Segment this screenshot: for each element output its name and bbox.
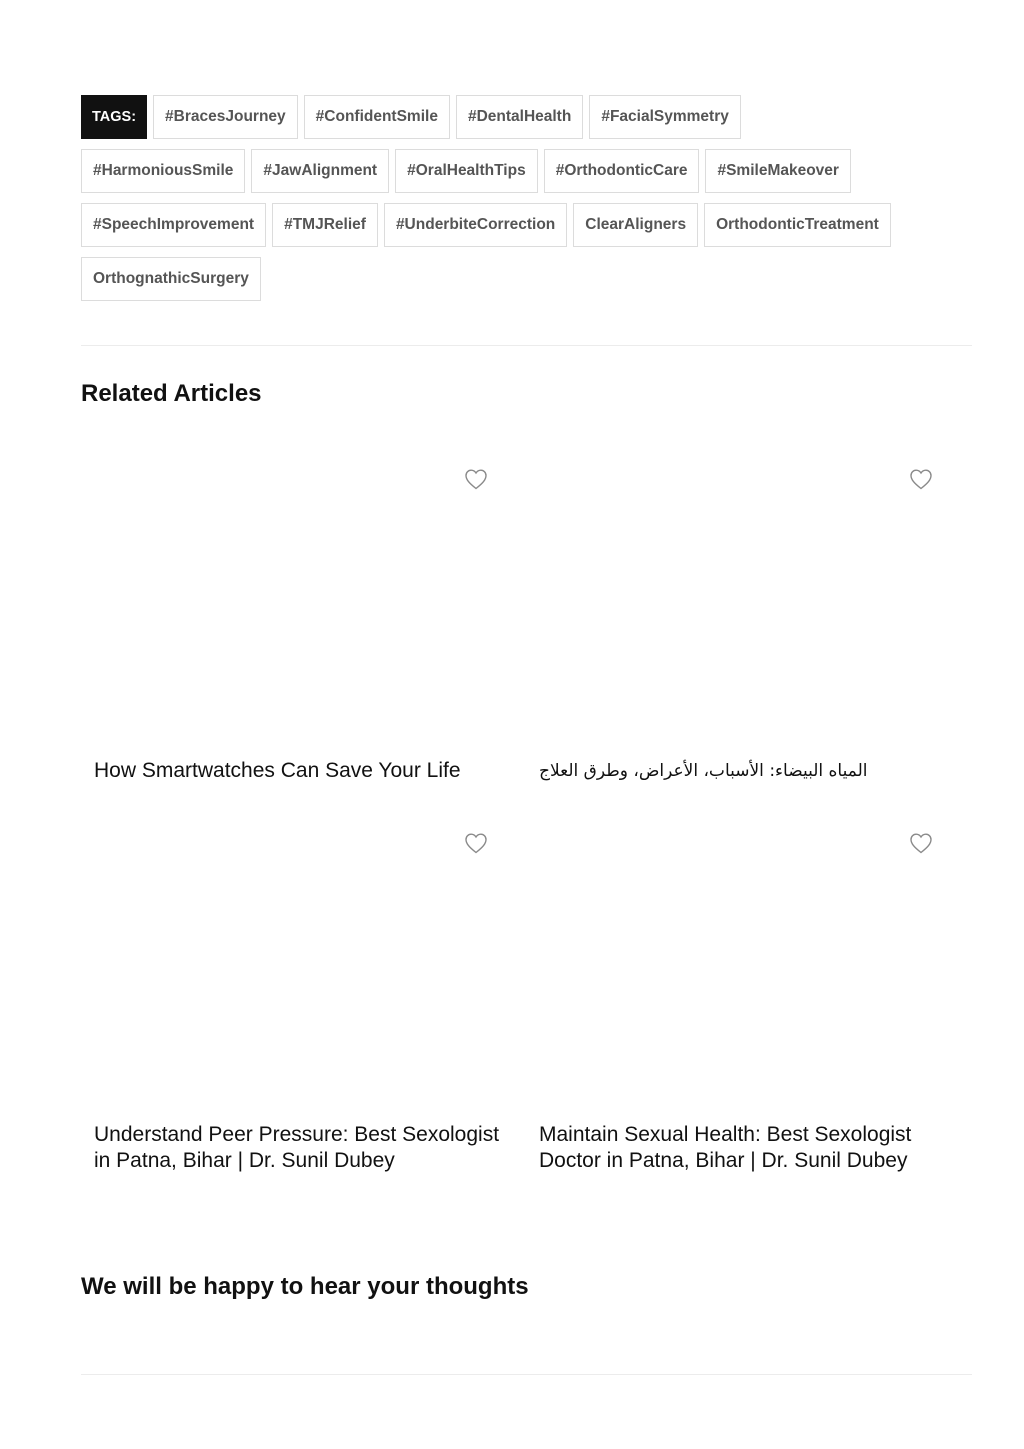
tag-row bbox=[81, 149, 976, 193]
tag-link[interactable]: OrthognathicSurgery bbox=[81, 257, 261, 301]
section-divider bbox=[81, 345, 972, 346]
article-thumbnail[interactable] bbox=[94, 820, 514, 1110]
tag-row bbox=[81, 95, 976, 139]
tag-link[interactable]: ClearAligners bbox=[573, 203, 698, 247]
tag-row bbox=[81, 257, 976, 301]
tag-link[interactable]: #DentalHealth bbox=[456, 95, 583, 139]
tag-link[interactable]: #SpeechImprovement bbox=[81, 203, 266, 247]
tag-link[interactable]: #HarmoniousSmile bbox=[81, 149, 245, 193]
tags-label: TAGS: bbox=[81, 95, 147, 139]
tag-link[interactable]: #OrthodonticCare bbox=[544, 149, 700, 193]
tag-link[interactable]: #JawAlignment bbox=[251, 149, 389, 193]
heart-icon[interactable] bbox=[464, 832, 488, 854]
heart-icon[interactable] bbox=[464, 468, 488, 490]
tag-link[interactable]: #SmileMakeover bbox=[705, 149, 851, 193]
tag-link[interactable]: OrthodonticTreatment bbox=[704, 203, 891, 247]
related-articles-heading: Related Articles bbox=[81, 380, 262, 407]
tag-link[interactable]: #BracesJourney bbox=[153, 95, 298, 139]
tags-section bbox=[81, 95, 976, 311]
tag-link[interactable]: #UnderbiteCorrection bbox=[384, 203, 567, 247]
article-title[interactable]: Maintain Sexual Health: Best Sexologist Doctor in Patna, Bihar | Dr. Sunil Dubey bbox=[539, 1123, 912, 1172]
tag-link[interactable]: #FacialSymmetry bbox=[589, 95, 741, 139]
article-title[interactable]: Understand Peer Pressure: Best Sexologist in Patna, Bihar | Dr. Sunil Dubey bbox=[94, 1123, 500, 1172]
article-title[interactable]: المياه البيضاء: الأسباب، الأعراض، وطرق العلاج bbox=[539, 761, 868, 781]
article-thumbnail[interactable] bbox=[94, 456, 514, 746]
article-thumbnail[interactable] bbox=[539, 820, 959, 1110]
tag-row bbox=[81, 203, 976, 247]
tag-link[interactable]: #TMJRelief bbox=[272, 203, 378, 247]
heart-icon[interactable] bbox=[909, 832, 933, 854]
heart-icon[interactable] bbox=[909, 468, 933, 490]
tag-link[interactable]: #ConfidentSmile bbox=[304, 95, 450, 139]
article-title[interactable]: How Smartwatches Can Save Your Life bbox=[94, 759, 461, 782]
section-divider bbox=[81, 1374, 972, 1375]
comments-heading: We will be happy to hear your thoughts bbox=[81, 1273, 529, 1300]
article-thumbnail[interactable] bbox=[539, 456, 959, 746]
tag-link[interactable]: #OralHealthTips bbox=[395, 149, 538, 193]
